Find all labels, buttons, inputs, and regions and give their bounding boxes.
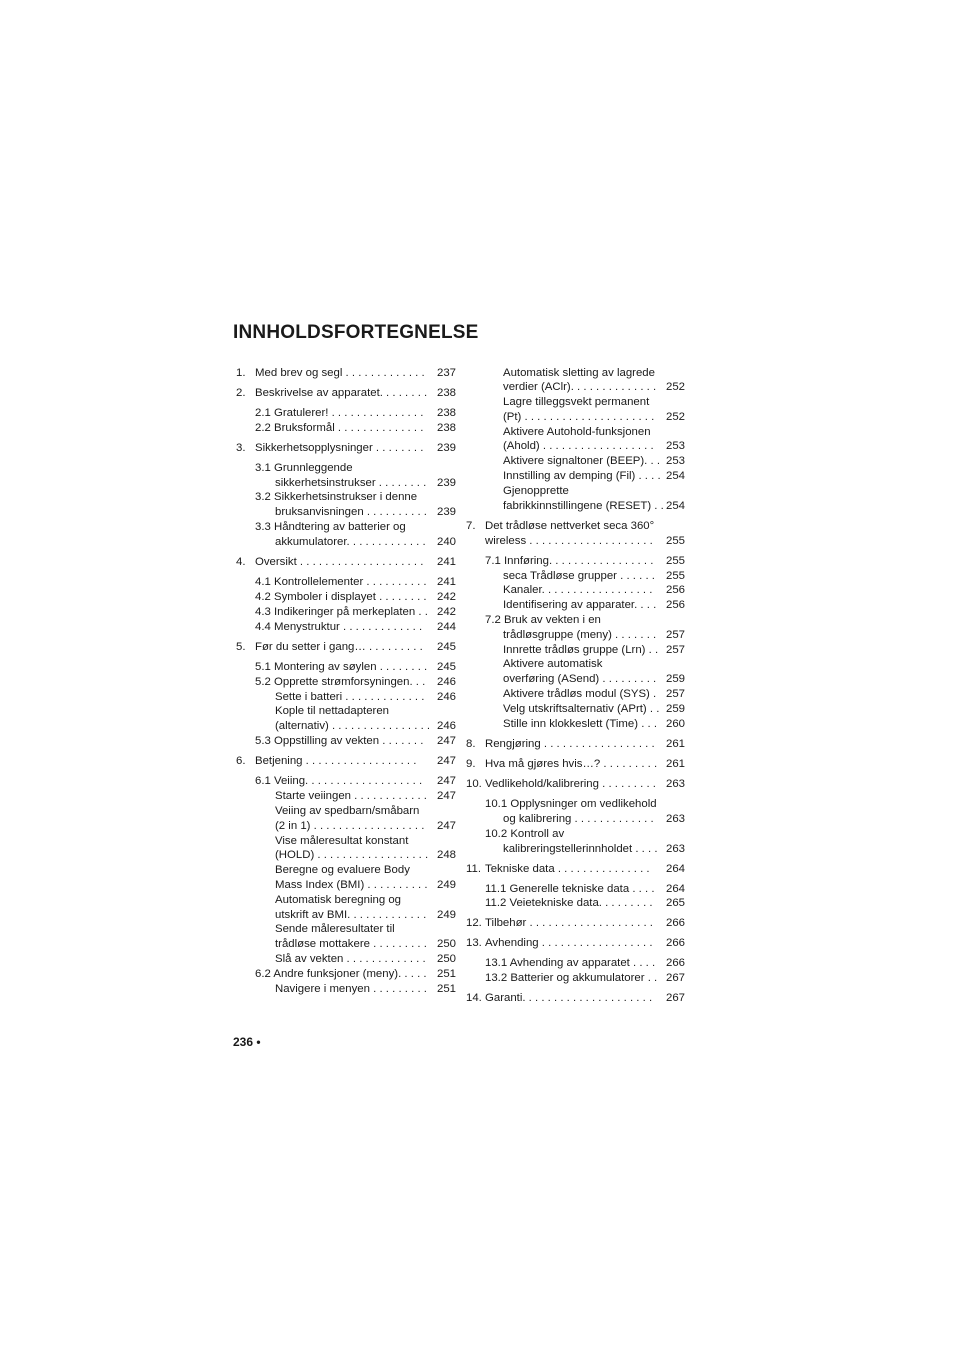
- toc-entry: [466, 534, 685, 549]
- toc-entry: [236, 719, 456, 734]
- page-number: 236 •: [233, 1035, 261, 1049]
- toc-entry-title: (HOLD) . . . . . . . . . . . . . . . . . .: [275, 849, 429, 861]
- toc-entry-title: Gjenopprette: [503, 485, 569, 497]
- toc-entry-title: wireless . . . . . . . . . . . . . . . . . . . .: [485, 535, 653, 547]
- toc-entry: [236, 575, 456, 590]
- toc-entry-page: 257: [665, 644, 685, 656]
- toc-entry-title: Navigere i menyen . . . . . . . . .: [275, 983, 427, 995]
- toc-entry-title: 13.2 Batterier og akkumulatorer . .: [485, 972, 658, 984]
- toc-entry-page: 240: [436, 536, 456, 548]
- toc-entry-page: 249: [436, 879, 456, 891]
- toc-entry: [236, 819, 456, 834]
- toc-entry: [236, 704, 456, 719]
- toc-entry-page: 238: [436, 387, 456, 399]
- toc-entry-page: 261: [665, 738, 685, 750]
- toc-entry-page: 242: [436, 606, 456, 618]
- toc-entry-title: Sende måleresultater til: [275, 923, 395, 935]
- toc-entry-title: Identifisering av apparater. . . .: [503, 599, 657, 611]
- toc-entry-title: Aktivere trådløs modul (SYS) .: [503, 688, 657, 700]
- toc-entry-page: 247: [436, 790, 456, 802]
- toc-entry-page: 259: [665, 673, 685, 685]
- toc-entry-title: fabrikkinnstillingene (RESET) . .: [503, 500, 664, 512]
- toc-entry-page: 246: [436, 676, 456, 688]
- toc-entry-number: 14.: [466, 992, 482, 1004]
- toc-entry-page: 250: [436, 953, 456, 965]
- toc-entry-title: trådløse mottakere . . . . . . . . .: [275, 938, 427, 950]
- toc-entry: [236, 640, 456, 655]
- toc-entry-title: 7.1 Innføring. . . . . . . . . . . . . . . . .: [485, 555, 654, 567]
- toc-entry-title: 11.1 Generelle tekniske data . . . .: [485, 883, 655, 895]
- toc-entry-title: Tilbehør . . . . . . . . . . . . . . . . . . . .: [485, 917, 653, 929]
- toc-entry-page: 254: [665, 500, 685, 512]
- toc-entry-number: 4.: [236, 556, 246, 568]
- toc-entry-title: Hva må gjøres hvis…? . . . . . . . . .: [485, 758, 658, 770]
- toc-entry-number: 7.: [466, 520, 476, 532]
- toc-entry: [466, 380, 685, 395]
- toc-entry-page: 251: [436, 968, 456, 980]
- toc-entry-page: 255: [665, 535, 685, 547]
- toc-entry-number: 13.: [466, 937, 482, 949]
- toc-entry: [466, 439, 685, 454]
- toc-entry-title: 3.2 Sikkerhetsinstrukser i denne: [255, 491, 418, 503]
- toc-entry-page: 246: [436, 720, 456, 732]
- toc-entry-page: 245: [436, 661, 456, 673]
- toc-entry-number: 6.: [236, 755, 246, 767]
- toc-entry-number: 2.: [236, 387, 246, 399]
- toc-entry: [466, 896, 685, 911]
- toc-entry: [466, 484, 685, 499]
- toc-entry-number: 9.: [466, 758, 476, 770]
- toc-entry: [466, 956, 685, 971]
- toc-entry: [236, 386, 456, 401]
- toc-entry-page: 237: [436, 367, 456, 379]
- toc-entry-title: Rengjøring . . . . . . . . . . . . . . . . . .: [485, 738, 655, 750]
- toc-entry-page: 247: [436, 820, 456, 832]
- toc-entry: [466, 827, 685, 842]
- toc-entry-title: verdier (AClr). . . . . . . . . . . . . .: [503, 381, 657, 393]
- toc-entry-title: 13.1 Avhending av apparatet . . . .: [485, 957, 656, 969]
- toc-entry-title: og kalibrering . . . . . . . . . . . . .: [503, 813, 654, 825]
- toc-entry-page: 266: [665, 957, 685, 969]
- toc-entry: [466, 797, 685, 812]
- toc-entry-page: 267: [665, 992, 685, 1004]
- toc-entry-page: 257: [665, 688, 685, 700]
- toc-entry: [236, 675, 456, 690]
- toc-entry: [466, 737, 685, 752]
- toc-entry: [236, 535, 456, 550]
- toc-entry-number: 1.: [236, 367, 246, 379]
- toc-entry-page: 246: [436, 691, 456, 703]
- toc-entry-title: 4.1 Kontrollelementer . . . . . . . . . .: [255, 576, 427, 588]
- toc-entry-title: 10.2 Kontroll av: [485, 828, 565, 840]
- toc-entry: [236, 863, 456, 878]
- toc-entry: [466, 862, 685, 877]
- toc-entry-title: sikkerhetsinstrukser . . . . . . . .: [275, 477, 427, 489]
- toc-entry: [466, 366, 685, 381]
- toc-entry-page: 253: [665, 440, 685, 452]
- toc-entry-title: Vedlikehold/kalibrering . . . . . . . . .: [485, 778, 656, 790]
- toc-entry-title: 6.1 Veiing. . . . . . . . . . . . . . . . . . .: [255, 775, 423, 787]
- toc-entry: [236, 754, 456, 769]
- toc-entry: [466, 687, 685, 702]
- toc-entry-title: 11.2 Veietekniske data. . . . . . . . .: [485, 897, 653, 909]
- toc-entry-page: 255: [665, 555, 685, 567]
- toc-entry-title: 2.2 Bruksformål . . . . . . . . . . . . . .: [255, 422, 424, 434]
- toc-entry-page: 249: [436, 909, 456, 921]
- toc-entry: [466, 916, 685, 931]
- toc-entry-title: bruksanvisningen . . . . . . . . . .: [275, 506, 427, 518]
- toc-entry-page: 247: [436, 775, 456, 787]
- toc-entry-title: Slå av vekten . . . . . . . . . . . . .: [275, 953, 426, 965]
- toc-entry: [236, 937, 456, 952]
- toc-entry-page: 245: [436, 641, 456, 653]
- toc-entry-page: 267: [665, 972, 685, 984]
- toc-entry-page: 265: [665, 897, 685, 909]
- toc-entry-title: Med brev og segl . . . . . . . . . . . . .: [255, 367, 425, 379]
- toc-entry-title: kalibreringstellerinnholdet . . . .: [503, 843, 658, 855]
- toc-entry: [466, 657, 685, 672]
- toc-entry-title: Avhending . . . . . . . . . . . . . . . . . .: [485, 937, 653, 949]
- toc-entry: [236, 421, 456, 436]
- toc-entry: [466, 882, 685, 897]
- toc-entry: [466, 991, 685, 1006]
- toc-entry-title: 3.1 Grunnleggende: [255, 462, 353, 474]
- toc-entry-page: 257: [665, 629, 685, 641]
- toc-entry: [236, 967, 456, 982]
- toc-entry: [236, 893, 456, 908]
- toc-entry-title: Aktivere Autohold-funksjonen: [503, 426, 651, 438]
- toc-entry-title: Sette i batteri . . . . . . . . . . . . .: [275, 691, 425, 703]
- toc-entry: [466, 554, 685, 569]
- toc-entry: [466, 395, 685, 410]
- toc-entry-number: 12.: [466, 917, 482, 929]
- toc-entry-page: 266: [665, 917, 685, 929]
- toc-entry: [236, 922, 456, 937]
- toc-entry: [236, 848, 456, 863]
- toc-entry-title: Stille inn klokkeslett (Time) . . .: [503, 718, 658, 730]
- toc-entry-page: 248: [436, 849, 456, 861]
- toc-entry-page: 247: [436, 755, 456, 767]
- toc-entry-page: 239: [436, 506, 456, 518]
- toc-entry: [236, 461, 456, 476]
- toc-entry: [466, 469, 685, 484]
- toc-entry-title: utskrift av BMI. . . . . . . . . . . . .: [275, 909, 427, 921]
- toc-entry-title: Beregne og evaluere Body: [275, 864, 410, 876]
- toc-entry: [236, 490, 456, 505]
- toc-entry-title: Aktivere signaltoner (BEEP). . .: [503, 455, 660, 467]
- toc-entry: [236, 774, 456, 789]
- toc-entry-title: 5.1 Montering av søylen . . . . . . . .: [255, 661, 428, 673]
- toc-entry: [236, 366, 456, 381]
- toc-entry-page: 252: [665, 381, 685, 393]
- toc-entry-page: 263: [665, 778, 685, 790]
- toc-entry-page: 241: [436, 556, 456, 568]
- toc-entry-title: Velg utskriftsalternativ (APrt) . .: [503, 703, 660, 715]
- toc-entry: [466, 613, 685, 628]
- toc-entry-page: 251: [436, 983, 456, 995]
- toc-entry-title: Oversikt . . . . . . . . . . . . . . . . . . . .: [255, 556, 424, 568]
- toc-entry: [236, 660, 456, 675]
- toc-entry-page: 255: [665, 570, 685, 582]
- toc-entry-title: 5.3 Oppstilling av vekten . . . . . . .: [255, 735, 424, 747]
- toc-entry-title: Innstilling av demping (Fil) . . . .: [503, 470, 661, 482]
- toc-entry-title: trådløsgruppe (meny) . . . . . . .: [503, 629, 657, 641]
- toc-entry-title: 3.3 Håndtering av batterier og: [255, 521, 406, 533]
- toc-entry: [236, 620, 456, 635]
- toc-entry: [236, 690, 456, 705]
- toc-entry-page: 238: [436, 422, 456, 434]
- toc-entry-page: 250: [436, 938, 456, 950]
- toc-entry: [466, 757, 685, 772]
- toc-entry: [236, 834, 456, 849]
- toc-entry-title: 2.1 Gratulerer! . . . . . . . . . . . . . . .: [255, 407, 424, 419]
- toc-entry: [236, 505, 456, 520]
- toc-entry-title: Veiing av spedbarn/småbarn: [275, 805, 420, 817]
- toc-entry-page: 263: [665, 843, 685, 855]
- toc-entry-title: Aktivere automatisk: [503, 658, 603, 670]
- toc-entry: [236, 878, 456, 893]
- toc-entry: [236, 406, 456, 421]
- page-title: INNHOLDSFORTEGNELSE: [233, 322, 479, 343]
- toc-entry-title: Betjening . . . . . . . . . . . . . . . . . .: [255, 755, 417, 767]
- toc-entry-title: Beskrivelse av apparatet. . . . . . . .: [255, 387, 428, 399]
- toc-entry-page: 264: [665, 863, 685, 875]
- toc-entry: [466, 583, 685, 598]
- toc-entry-title: Kanaler. . . . . . . . . . . . . . . . . .: [503, 584, 653, 596]
- toc-entry-title: 7.2 Bruk av vekten i en: [485, 614, 601, 626]
- toc-entry-title: 10.1 Opplysninger om vedlikehold: [485, 798, 657, 810]
- toc-entry-page: 238: [436, 407, 456, 419]
- toc-entry: [236, 476, 456, 491]
- toc-entry-page: 263: [665, 813, 685, 825]
- toc-entry-page: 242: [436, 591, 456, 603]
- toc-entry: [466, 425, 685, 440]
- toc-entry-page: 260: [665, 718, 685, 730]
- toc-entry-number: 11.: [466, 863, 481, 875]
- toc-entry: [236, 441, 456, 456]
- toc-entry: [236, 952, 456, 967]
- toc-entry-title: Automatisk sletting av lagrede: [503, 367, 655, 379]
- toc-entry-title: 6.2 Andre funksjoner (meny). . . . .: [255, 968, 427, 980]
- toc-entry-title: Det trådløse nettverket seca 360°: [485, 520, 655, 532]
- toc-entry-page: 253: [665, 455, 685, 467]
- toc-entry-number: 3.: [236, 442, 246, 454]
- toc-entry-title: (Pt) . . . . . . . . . . . . . . . . . . . . .: [503, 411, 655, 423]
- toc-entry-page: 266: [665, 937, 685, 949]
- toc-entry-page: 264: [665, 883, 685, 895]
- toc-entry-title: Mass Index (BMI) . . . . . . . . . .: [275, 879, 428, 891]
- toc-entry-page: 261: [665, 758, 685, 770]
- toc-entry: [466, 936, 685, 951]
- toc-entry-page: 244: [436, 621, 456, 633]
- toc-entry-title: Vise måleresultat konstant: [275, 835, 409, 847]
- toc-entry-number: 8.: [466, 738, 476, 750]
- toc-entry-page: 252: [665, 411, 685, 423]
- toc-entry-title: 5.2 Opprette strømforsyningen. . .: [255, 676, 426, 688]
- toc-entry-page: 259: [665, 703, 685, 715]
- toc-entry-title: Sikkerhetsopplysninger . . . . . . . .: [255, 442, 424, 454]
- toc-entry: [466, 519, 685, 534]
- toc-entry: [236, 734, 456, 749]
- toc-entry-number: 5.: [236, 641, 246, 653]
- toc-entry: [466, 702, 685, 717]
- toc-entry-title: Innrette trådløs gruppe (Lrn) . .: [503, 644, 659, 656]
- toc-entry-title: (Ahold) . . . . . . . . . . . . . . . . . .: [503, 440, 654, 452]
- toc-entry-title: akkumulatorer. . . . . . . . . . . . .: [275, 536, 426, 548]
- toc-entry-title: (alternativ) . . . . . . . . . . . . . . . .: [275, 720, 431, 732]
- toc-entry: [236, 804, 456, 819]
- toc-entry: [236, 520, 456, 535]
- toc-entry-page: 241: [436, 576, 456, 588]
- toc-entry-title: Kople til nettadapteren: [275, 705, 389, 717]
- toc-entry-title: 4.4 Menystruktur . . . . . . . . . . . . .: [255, 621, 423, 633]
- toc-entry-title: Garanti. . . . . . . . . . . . . . . . . . . . .: [485, 992, 653, 1004]
- toc-entry-page: 254: [665, 470, 685, 482]
- toc-entry-title: seca Trådløse grupper . . . . . .: [503, 570, 655, 582]
- toc-entry-title: 4.3 Indikeringer på merkeplaten . .: [255, 606, 428, 618]
- toc-entry: [466, 454, 685, 469]
- toc-entry-page: 256: [665, 599, 685, 611]
- toc-entry: [466, 971, 685, 986]
- toc-entry: [236, 555, 456, 570]
- toc-entry-page: 239: [436, 477, 456, 489]
- toc-entry-page: 247: [436, 735, 456, 747]
- toc-entry-title: Før du setter i gang… . . . . . . . . .: [255, 641, 423, 653]
- toc-entry: [236, 908, 456, 923]
- toc-entry: [466, 569, 685, 584]
- toc-entry: [236, 590, 456, 605]
- toc-entry: [236, 982, 456, 997]
- toc-entry-title: (2 in 1) . . . . . . . . . . . . . . . . . .: [275, 820, 425, 832]
- toc-entry: [466, 777, 685, 792]
- toc-entry-number: 10.: [466, 778, 482, 790]
- toc-entry-title: overføring (ASend) . . . . . . . . .: [503, 673, 657, 685]
- toc-entry: [236, 789, 456, 804]
- toc-entry-title: Lagre tilleggsvekt permanent: [503, 396, 650, 408]
- toc-entry-title: Tekniske data . . . . . . . . . . . . . . .: [485, 863, 650, 875]
- toc-entry: [466, 672, 685, 687]
- toc-entry-page: 239: [436, 442, 456, 454]
- toc-entry: [466, 598, 685, 613]
- toc-entry: [466, 499, 685, 514]
- toc-entry-page: 256: [665, 584, 685, 596]
- toc-entry: [466, 410, 685, 425]
- toc-entry: [466, 842, 685, 857]
- toc-entry: [466, 812, 685, 827]
- toc-entry: [466, 717, 685, 732]
- toc-entry-title: Automatisk beregning og: [275, 894, 402, 906]
- toc-entry-title: Starte veiingen . . . . . . . . . . . .: [275, 790, 427, 802]
- toc-entry: [466, 643, 685, 658]
- toc-entry: [466, 628, 685, 643]
- toc-entry-title: 4.2 Symboler i displayet . . . . . . . .: [255, 591, 427, 603]
- toc-entry: [236, 605, 456, 620]
